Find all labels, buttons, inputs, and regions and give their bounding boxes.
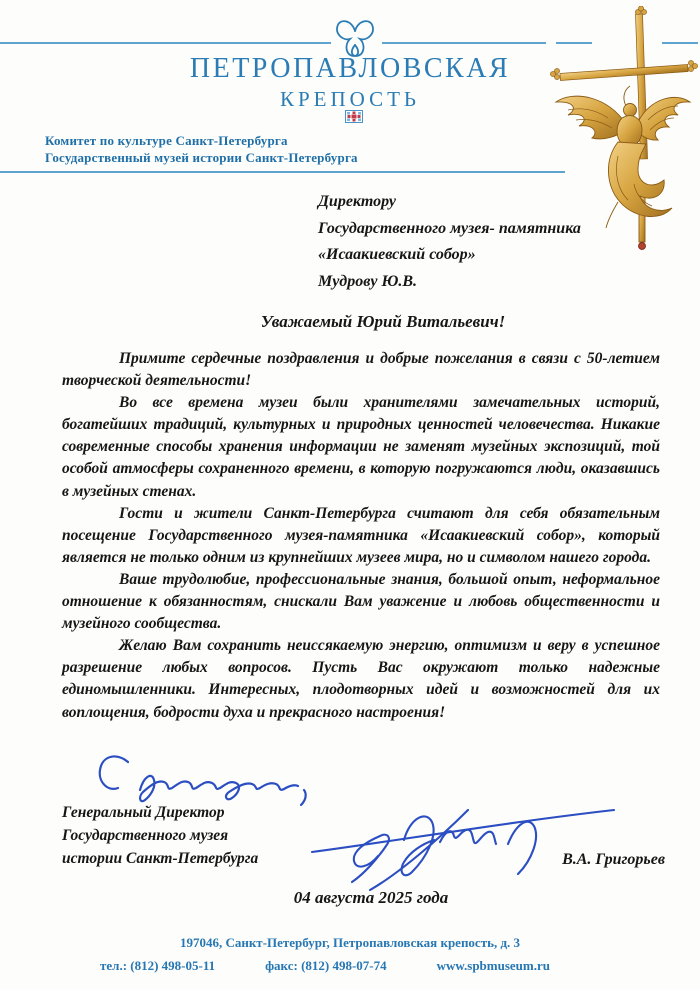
footer-website: www.spbmuseum.ru [436,958,550,973]
salutation: Уважаемый Юрий Витальевич! [260,312,506,331]
body-paragraph: Желаю Вам сохранить неиссякаемую энергию, оптимизм и веру в успешное разрешение любых вопросов. Пусть Вас окружают только надежные единомышленники. Интересных, плодотворных идей и возможностей для их воплощения, бодрости духа и прекрасного настроения! [62,637,660,721]
recipient-line: Государственного музея- памятника [318,219,581,237]
body-paragraph: Примите сердечные поздравления и добрые пожелания в связи с 50-летием творческой деятельности! [62,350,660,390]
recipient-line: Мудрову Ю.В. [318,272,418,290]
signer-title-line: Государственного музея [62,827,229,844]
museum-line: Государственный музей истории Санкт-Петербурга [45,150,358,165]
recipient-line: «Исаакиевский собор» [318,246,476,263]
signature-autograph [308,776,618,894]
fortress-flag-ornament-icon [345,110,363,123]
handwritten-closing [88,750,323,808]
signer-title-line: Генеральный Директор [62,804,225,821]
signer-title-line: истории Санкт-Петербурга [62,850,259,867]
footer-contacts [100,958,550,974]
organization-subtitle: КРЕПОСТЬ [280,87,420,111]
body-paragraph: Ваше трудолюбие, профессиональные знания, большой опыт, неформальное отношение к обязанностям, снискали Вам уважение и любовь общественности и музейного сообщества. [62,570,660,633]
footer-address: 197046, Санкт-Петербург, Петропавловская крепость, д. 3 [179,935,521,950]
letter-body [62,348,660,724]
letterhead-subordination [45,132,358,166]
signer-name: В.А. Григорьев [562,851,665,868]
recipient-line: Директору [318,193,396,210]
header-top-rule-left [0,42,331,44]
signer-title-block [62,801,258,870]
body-paragraph: Гости и жители Санкт-Петербурга считают для себя обязательным посещение Государственного музея-памятника «Исаакиевский собор», который является не только одним из крупнейших музеев мира, но и символом нашего города. [62,504,660,566]
organization-title: ПЕТРОПАВЛОВСКАЯ [189,53,511,84]
committee-line: Комитет по культуре Санкт-Петербурга [45,133,288,148]
recipient-block [318,189,581,295]
header-top-rule-mid [382,42,546,44]
letter-date: 04 августа 2025 года [293,888,449,907]
footer-fax: факс: (812) 498-07-74 [265,958,387,973]
footer-phone: тел.: (812) 498-05-11 [100,958,216,973]
header-bottom-rule [0,171,565,173]
body-paragraph: Во все времена музеи были хранителями замечательных историй, богатейших традиций, культурных и природных ценностей человечества. Никакие современные способы хранения информации не заменят музейных экспозиций, той особой атмосферы сохраненного времени, в которую погружаются люди, оказавшись в музейных стенах. [62,394,660,500]
